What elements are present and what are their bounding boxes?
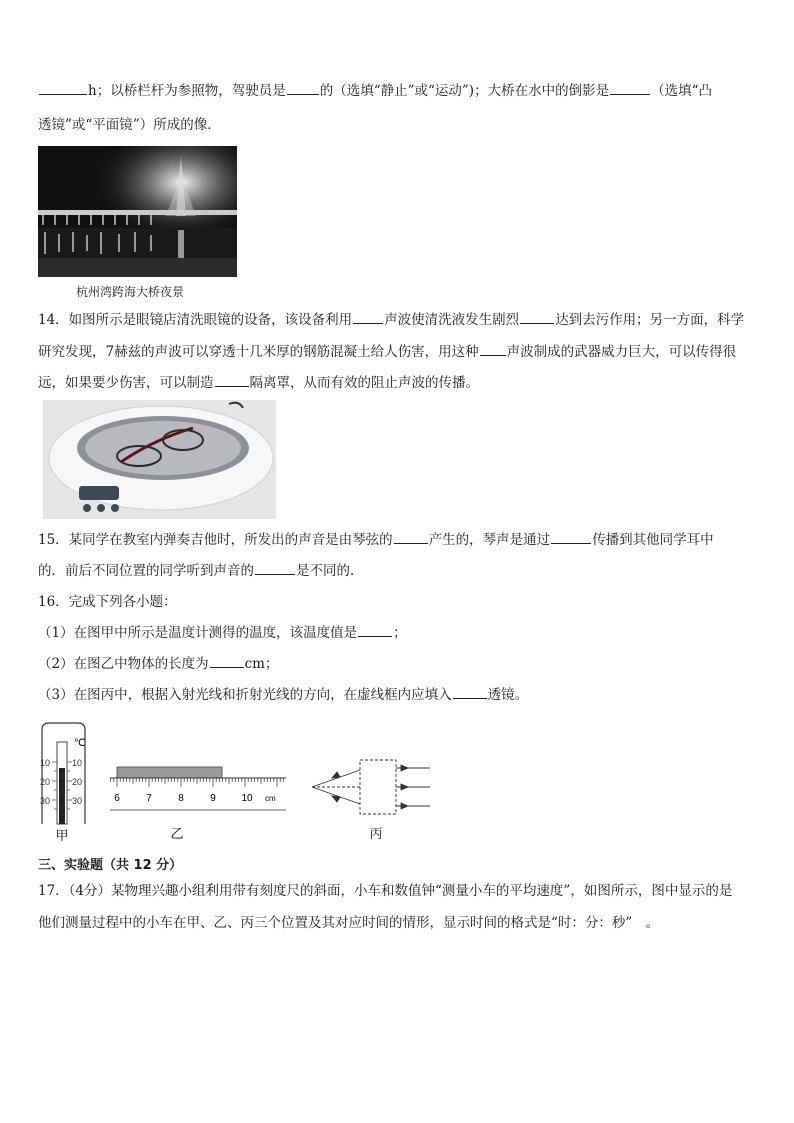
answer-blank[interactable] <box>610 82 650 95</box>
section-3-heading: 三、实验题（共 12 分） <box>38 858 183 873</box>
q16-item2: （2）在图乙中物体的长度为 cm； <box>38 656 279 672</box>
figure-label: 丙 <box>369 826 383 841</box>
thermo-tick-right: 20 <box>72 777 83 787</box>
answer-blank[interactable] <box>215 374 249 387</box>
thermo-tick-left: 30 <box>40 796 51 806</box>
answer-blank[interactable] <box>353 311 383 324</box>
thermo-tick-left: 20 <box>40 777 51 787</box>
ruler-tick-label: 6 <box>114 793 120 804</box>
ruler-tick-label: 10 <box>241 793 253 804</box>
thermo-tick-right: 30 <box>72 796 83 806</box>
answer-blank[interactable] <box>453 686 487 699</box>
q14-line3: 远，如果要少伤害，可以制造 隔离罩，从而有效的阻止声波的传播。 <box>38 375 479 391</box>
ruler-tick-label: 7 <box>146 793 152 804</box>
q15-line1: 15．某同学在教室内弹奏吉他时，所发出的声音是由琴弦的 产生的，琴声是通过 传播到其他同学耳中 <box>38 532 714 548</box>
ruler-tick-label: 9 <box>210 793 216 804</box>
photo-caption: 杭州湾跨海大桥夜景 <box>76 285 185 299</box>
q13-line1: h；以桥栏杆为参照物，驾驶员是 的（选填“静止”或“运动”)；大桥在水中的倒影是 （选填“凸 <box>38 82 712 100</box>
lens-box-figure <box>312 760 430 841</box>
q15-line2: 的．前后不同位置的同学听到声音的 是不同的． <box>38 563 364 579</box>
answer-blank[interactable] <box>210 655 244 668</box>
thermo-tick-right: 10 <box>72 758 83 768</box>
q16-title: 16．完成下列各小题： <box>38 594 177 610</box>
q16-item3: （3）在图丙中，根据入射光线和折射光线的方向，在虚线框内应填入 透镜。 <box>38 687 529 703</box>
answer-blank[interactable] <box>520 311 554 324</box>
answer-blank[interactable] <box>39 82 87 95</box>
q14-line1: 14．如图所示是眼镜店清洗眼镜的设备，该设备利用 声波使清洗液发生剧烈 达到去污作用；另一方面，科学 <box>38 312 745 328</box>
answer-blank[interactable] <box>480 343 506 356</box>
q13-line2: 透镜”或“平面镜”）所成的像． <box>38 117 221 133</box>
answer-blank[interactable] <box>358 624 392 637</box>
ultrasonic-cleaner-photo <box>43 400 276 519</box>
answer-blank[interactable] <box>551 531 591 544</box>
q16-item1: （1）在图甲中所示是温度计测得的温度，该温度值是 ； <box>38 625 407 641</box>
q17-line1: 17．（4分）某物理兴趣小组利用带有刻度尺的斜面，小车和数值钟“测量小车的平均速度”，如图所示，图中显示的是 <box>38 883 733 899</box>
q14-line2: 研究发现，7赫兹的声波可以穿透十几米厚的钢筋混凝土给人伤害，用这种 声波制成的武器威力巨大，可以传得很 <box>38 344 737 360</box>
answer-blank[interactable] <box>255 562 295 575</box>
ruler-tick-label: 8 <box>178 793 184 804</box>
bridge-night-photo <box>38 146 237 277</box>
thermo-unit: ℃ <box>74 738 86 749</box>
answer-blank[interactable] <box>287 82 319 95</box>
thermometer-figure <box>40 723 85 843</box>
figure-label: 乙 <box>170 826 184 841</box>
figure-label: 甲 <box>55 828 69 843</box>
answer-blank[interactable] <box>394 531 428 544</box>
thermo-tick-left: 10 <box>40 758 51 768</box>
ruler-figure <box>110 767 286 841</box>
q17-line2: 他们测量过程中的小车在甲、乙、丙三个位置及其对应时间的情形，显示时间的格式是“时：分：秒” 。 <box>38 915 660 931</box>
q16-figures <box>36 720 446 848</box>
ruler-unit: cm <box>265 794 276 803</box>
